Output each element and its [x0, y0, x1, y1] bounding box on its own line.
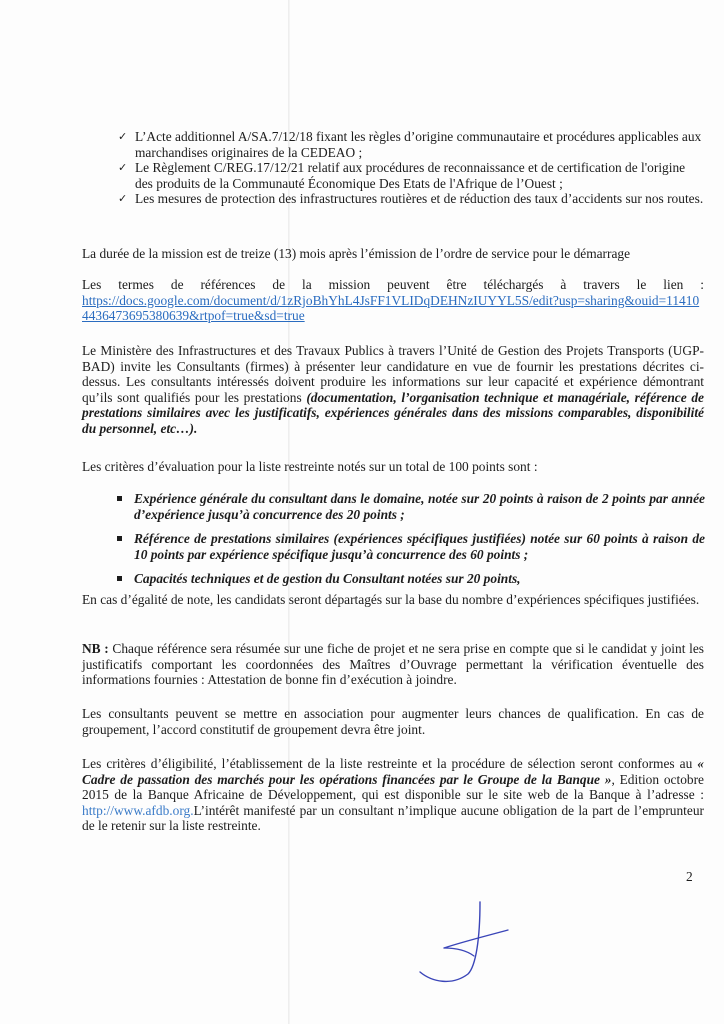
- checklist-item: [118, 129, 704, 160]
- nb-text: Chaque référence sera résumée sur une fiche de projet et ne sera prise en compte que si le candidat y joint les justificatifs comportant les coordonnées des Maîtres d’Ouvrage permettant la vérification éventuelle des informations fournies : Attestation de bonne fin d’exécution à joindre.: [82, 641, 704, 688]
- checklist-item: [118, 160, 704, 191]
- criteria-item-text: Référence de prestations similaires (expériences spécifiques justifiées) notée sur 60 points à raison de 10 points par expérience spécifique jusqu’à concurrence des 60 points ;: [134, 531, 705, 562]
- square-bullet-icon: [117, 536, 122, 541]
- tie-break-paragraph: En cas d’égalité de note, les candidats seront départagés sur la base du nombre d’expériences spécifiques justifiées.: [82, 592, 700, 607]
- handwritten-signature-icon: [418, 898, 538, 988]
- invitation-paragraph: [82, 343, 704, 437]
- terms-of-reference-paragraph: [82, 277, 704, 324]
- square-bullet-icon: [117, 496, 122, 501]
- eligibility-framework-title: « Cadre de passation des marchés pour les opérations financées par le Groupe de la Banque »: [82, 756, 704, 787]
- criteria-item-text: Expérience générale du consultant dans le domaine, notée sur 20 points à raison de 2 points par année d’expérience jusqu’à concurrence des 20 points ;: [134, 491, 705, 522]
- criteria-item: [115, 571, 705, 587]
- eligibility-paragraph: [82, 756, 704, 834]
- checkmark-icon: ✓: [118, 192, 128, 206]
- tor-download-link[interactable]: https://docs.google.com/document/d/1zRjoBhYhL4JsFF1VLIDqDEHNzIUYYL5S/edit?usp=sharing&ouid=114104436473695380639&rtpof=true&sd=true: [82, 292, 700, 324]
- checkmark-icon: ✓: [118, 161, 128, 175]
- nb-label: NB :: [82, 641, 109, 656]
- afdb-website-link[interactable]: http://www.afdb.org.: [82, 802, 194, 818]
- eligibility-text-1: Les critères d’éligibilité, l’établissement de la liste restreinte et la procédure de sélection seront conformes au: [82, 756, 698, 771]
- checklist-item-text: L’Acte additionnel A/SA.7/12/18 fixant les règles d’origine communautaire et procédures applicables aux marchandises originaires de la CEDEAO ;: [135, 129, 702, 160]
- criteria-item: [115, 491, 705, 522]
- criteria-item-text: Capacités techniques et de gestion du Consultant notées sur 20 points,: [134, 571, 521, 587]
- checklist-item: [118, 191, 704, 207]
- nb-paragraph: [82, 641, 704, 688]
- checkmark-icon: ✓: [118, 130, 128, 143]
- eligibility-text-3: L’intérêt manifesté par un consultant n’implique aucune obligation de la part de l’emprunteur de le retenir sur la liste restreinte.: [82, 802, 704, 834]
- invitation-text: Le Ministère des Infrastructures et des Travaux Publics à travers l’Unité de Gestion des Projets Transports (UGP-BAD) invite les Consultants (firmes) à présenter leur candidature en vue de fournir les prestations décrites ci-dessus. Les consultants intéressés doivent produire les informations sur leur capacité et expérience démontrant qu’ils sont qualifiés pour les prestations: [82, 343, 704, 405]
- checklist-item-text: Les mesures de protection des infrastructures routières et de réduction des taux d’accidents sur nos routes.: [135, 191, 704, 207]
- square-bullet-icon: [117, 576, 122, 581]
- invitation-emphasis: (documentation, l’organisation technique et managériale, référence de prestations similaires avec les justificatifs, expériences générales dans des missions comparables, disponibilité du personnel, etc…).: [82, 389, 704, 436]
- criteria-item: [115, 531, 705, 562]
- eligibility-text-2: , Edition octobre 2015 de la Banque Africaine de Développement, qui est disponible sur le site web de la Banque à l’adresse :: [82, 771, 705, 803]
- criteria-intro: Les critères d’évaluation pour la liste restreinte notés sur un total de 100 points sont :: [82, 459, 538, 474]
- evaluation-criteria-list: [115, 491, 705, 587]
- page-number: 2: [686, 869, 693, 884]
- checklist-item-text: Le Règlement C/REG.17/12/21 relatif aux procédures de reconnaissance et de certification de l'origine des produits de la Communauté Économique Des Etats de l'Afrique de l’Ouest ;: [135, 160, 686, 191]
- mission-duration-paragraph: La durée de la mission est de treize (13) mois après l’émission de l’ordre de service pour le démarrage: [82, 246, 631, 261]
- regulations-checklist: [118, 129, 704, 207]
- tor-intro: Les termes de références de la mission peuvent être téléchargés à travers le lien :: [82, 277, 704, 292]
- association-paragraph: Les consultants peuvent se mettre en association pour augmenter leurs chances de qualification. En cas de groupement, l’accord constitutif de groupement devra être joint.: [82, 706, 704, 737]
